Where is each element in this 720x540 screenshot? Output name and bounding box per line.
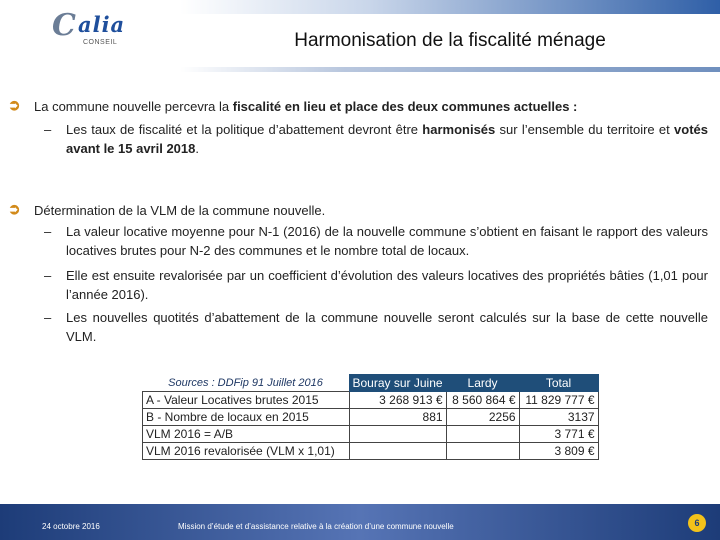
section2-item	[44, 222, 708, 260]
table-row	[143, 443, 599, 460]
text-run: sur l’ensemble du territoire et	[495, 122, 675, 137]
vlm-table	[142, 374, 599, 460]
calia-logo	[52, 8, 152, 52]
table-header-row	[143, 375, 599, 392]
section1-item	[44, 120, 708, 158]
cell-lardy	[446, 426, 519, 443]
bold-run: harmonisés	[422, 122, 496, 137]
cell-bouray	[349, 443, 446, 460]
dash-bullet: –	[44, 268, 52, 283]
logo-subtitle: CONSEIL	[83, 39, 118, 46]
dash-bullet: –	[44, 122, 52, 137]
cell-lardy: 2256	[446, 409, 519, 426]
slide-title: Harmonisation de la fiscalité ménage	[294, 30, 606, 51]
cell-total: 3137	[519, 409, 598, 426]
cell-lardy	[446, 443, 519, 460]
cell-total: 11 829 777 €	[519, 392, 598, 409]
section1-item-text	[66, 120, 708, 158]
section2-intro: Détermination de la VLM de la commune nouvelle.	[34, 203, 326, 218]
section2-item	[44, 266, 708, 304]
footer-bar	[0, 504, 720, 540]
section2-item-text: Elle est ensuite revalorisée par un coefficient d’évolution des valeurs locatives des propriétés bâties (1,01 pour l’année 2016).	[66, 268, 708, 302]
logo-name: alia	[78, 12, 126, 37]
section1-intro-text: La commune nouvelle percevra la	[34, 99, 233, 114]
cell-bouray	[349, 426, 446, 443]
top-accent-bar	[180, 0, 720, 14]
dash-bullet: –	[44, 224, 52, 239]
row-label: VLM 2016 = A/B	[143, 426, 350, 443]
section2-item-text: La valeur locative moyenne pour N-1 (2016) de la nouvelle commune s’obtient en faisant le rapport des valeurs locatives brutes pour N-2 des communes et le nombre total de locaux.	[66, 224, 708, 258]
section2-item	[44, 308, 708, 346]
section1-intro	[34, 97, 708, 116]
title-underline	[180, 67, 720, 72]
footer-date: 24 octobre 2016	[42, 522, 100, 531]
header-bouray: Bouray sur Juine	[349, 375, 446, 392]
header-total: Total	[519, 375, 598, 392]
table-row	[143, 409, 599, 426]
row-label: A - Valeur Locatives brutes 2015	[143, 392, 350, 409]
dash-bullet: –	[44, 310, 52, 325]
bold-run: votés avant le 15 avril 2018	[66, 122, 708, 156]
table-row	[143, 392, 599, 409]
footer-mission: Mission d’étude et d’assistance relative à la création d’une commune nouvelle	[178, 522, 454, 531]
section1-intro-bold: fiscalité en lieu et place des deux communes actuelles :	[232, 99, 578, 114]
page-number: 6	[688, 514, 706, 532]
cell-lardy: 8 560 864 €	[446, 392, 519, 409]
row-label: VLM 2016 revalorisée (VLM x 1,01)	[143, 443, 350, 460]
text-run: .	[195, 141, 199, 156]
header-lardy: Lardy	[446, 375, 519, 392]
arrow-bullet-icon: ➲	[8, 201, 21, 218]
cell-total: 3 809 €	[519, 443, 598, 460]
table-row	[143, 426, 599, 443]
arrow-bullet-icon: ➲	[8, 97, 21, 114]
text-run: Les taux de fiscalité et la politique d’abattement devront être	[66, 122, 423, 137]
cell-total: 3 771 €	[519, 426, 598, 443]
section2-item-text: Les nouvelles quotités d’abattement de la commune nouvelle seront calculés sur la base de cette nouvelle VLM.	[66, 310, 708, 344]
cell-bouray: 3 268 913 €	[349, 392, 446, 409]
cell-bouray: 881	[349, 409, 446, 426]
table-source: Sources : DDFip 91 Juillet 2016	[168, 376, 323, 389]
logo-letter: C	[52, 8, 76, 43]
row-label: B - Nombre de locaux en 2015	[143, 409, 350, 426]
